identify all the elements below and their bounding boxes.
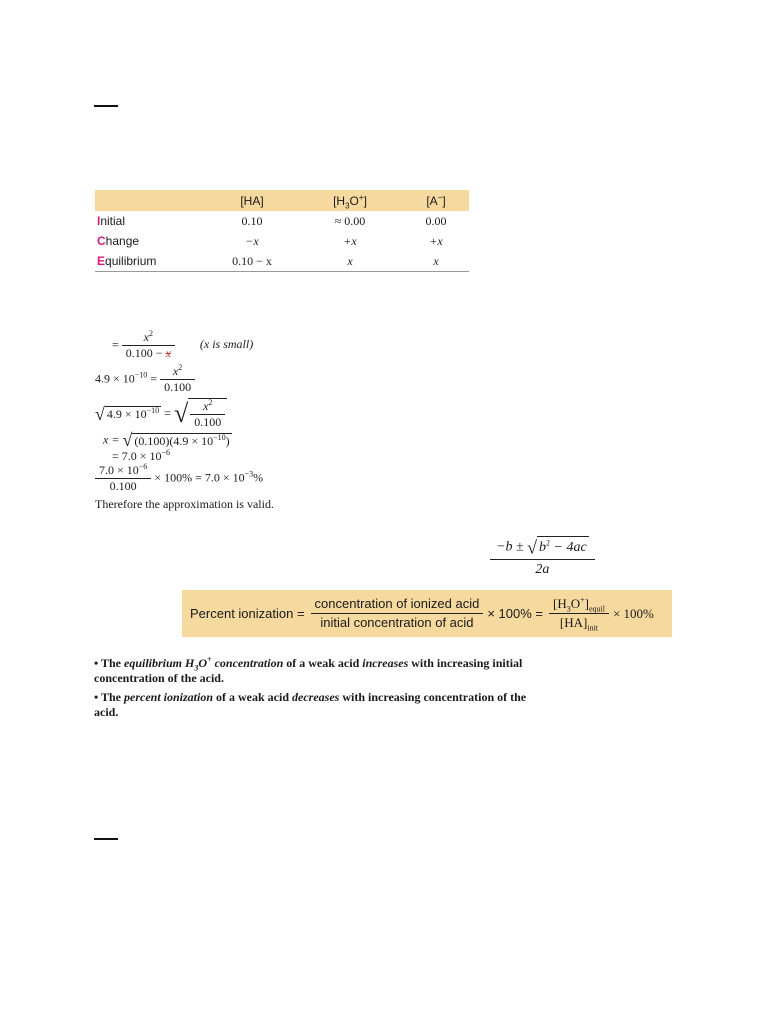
- work-line-4: x = √ $(0.100)(4.9 \times 10^{-10})$: [103, 430, 230, 450]
- ice-header-blank: [95, 190, 207, 211]
- ice-header-ha: [HA]: [207, 190, 297, 211]
- cell-ha: 0.10 − x: [207, 251, 297, 272]
- ice-row-change: [95, 231, 469, 251]
- cell-ha: −x: [245, 233, 259, 248]
- work-line-1: = $\frac{x^2}{0.100 - x}$ (x is small): [112, 329, 254, 360]
- top-rule: [94, 105, 118, 107]
- cell-h3o: ≈ 0.00: [334, 213, 366, 228]
- row-label: Initial: [97, 214, 126, 228]
- work-line-5: = $7.0 \times 10^{-6}$: [112, 448, 171, 463]
- row-label: Equilibrium: [95, 251, 207, 272]
- cell-ha: 0.10: [241, 213, 263, 228]
- work-line-3: √ $4.9 \times 10^{-10}$ = √ $\frac{x^2}{0.100}$: [95, 398, 227, 430]
- ice-header-h3o: $[H_3O^+]$: [297, 190, 403, 211]
- work-line-2: $4.9 \times 10^{-10}$ = $\frac{x^2}{0.100}$: [95, 364, 195, 395]
- bottom-rule: [94, 838, 118, 840]
- ice-row-initial: [95, 211, 469, 231]
- cell-h3o: +x: [343, 233, 357, 248]
- cell-a: +x: [429, 233, 443, 248]
- ionization-fraction: $\frac{\text{concentration of ionized acid}}{\text{initial concentration of acid}}$: [311, 595, 484, 632]
- fraction: $\frac{x^2}{0.100 - x}$: [122, 330, 175, 361]
- bullet-equilibrium: • The equilibrium $H_3O^+$ concentration of a weak acid increases with increasing initial concentration of the acid.: [94, 655, 523, 685]
- percent-ionization-label: Percent ionization =: [190, 606, 305, 621]
- percent-ionization-box: Percent ionization = $\frac{\text{concentration of ionized acid}}{\text{initial concentration of acid}}$ × 100% = $\frac{[H_3O^+]_{equil}}{[HA]_{init}}$ × 100%: [182, 590, 672, 637]
- cell-a: x: [403, 251, 469, 272]
- small-x-note: (x is small): [199, 337, 254, 352]
- concentration-fraction: $\frac{[H_3O^+]_{equil}}{[HA]_{init}}$: [549, 595, 609, 632]
- row-label: Change: [97, 234, 140, 248]
- ice-row-equilibrium: [95, 251, 469, 272]
- ice-table: [95, 190, 469, 272]
- cell-a: 0.00: [425, 213, 447, 228]
- ice-header-row: [95, 190, 469, 211]
- approximation-conclusion: Therefore the approximation is valid.: [95, 497, 274, 511]
- work-line-6: $\frac{7.0 \times 10^{-6}}{0.100}$ × $100\% = 7.0 \times 10^{-3}\%$: [95, 463, 263, 494]
- bullet-percent-ionization: • The percent ionization of a weak acid decreases with increasing concentration of the acid.: [94, 690, 527, 719]
- ice-header-a: [A−]: [403, 190, 469, 211]
- cell-h3o: x: [297, 251, 403, 272]
- quadratic-formula: $\frac{-b \pm √ b^2 - 4ac}{2a}$: [490, 536, 595, 580]
